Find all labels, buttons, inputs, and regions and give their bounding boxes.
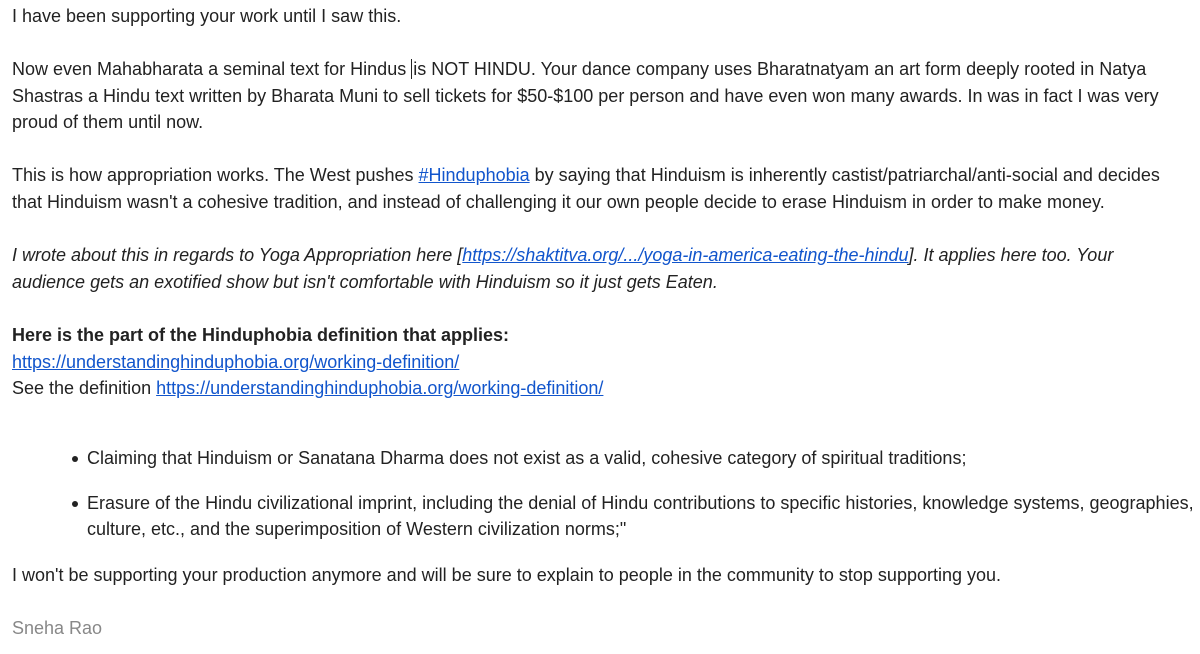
bullet-icon [72,456,78,462]
definition-heading: Here is the part of the Hinduphobia definition that applies: [12,325,510,345]
bullet-icon [72,501,78,507]
paragraph-yoga-rest: ]. It applies here too. Your audience gets an exotified show but isn't comfortable with Hinduism so it just gets Eaten. [12,245,1114,292]
hashtag-link-hinduphobia[interactable]: #Hinduphobia [418,165,530,185]
paragraph-appropriation-rest: by saying that Hinduism is inherently castist/patriarchal/anti-social and decides that Hinduism wasn't a cohesive tradition, and instead of challenging it our own people decide to erase Hinduism in order to make money. [12,165,1160,212]
paragraph-appropriation-start: This is how appropriation works. The West pushes [12,165,419,185]
bullet-text: Claiming that Hinduism or Sanatana Dharma does not exist as a valid, cohesive category of spiritual traditions; [87,448,967,468]
shaktitva-link[interactable]: https://shaktitva.org/.../yoga-in-america-eating-the-hindu [462,245,909,265]
paragraph-yoga [12,242,1187,295]
paragraph-mahabharata-rest: is NOT HINDU. Your dance company uses Bharatnatyam an art form deeply rooted in Natya Shastras a Hindu text written by Bharata Muni to sell tickets for $50-$100 per person and have even won many awards. In was in fact I was very proud of them until now. [12,59,1159,132]
list-item [12,445,1194,472]
see-definition-label: See the definition [12,378,157,398]
bullet-text: Erasure of the Hindu civilizational imprint, including the denial of Hindu contributions to specific histories, knowledge systems, geographies, culture, etc., and the superimposition of Western civilization norms;" [87,492,1194,539]
signature: Sneha Rao [12,618,103,638]
definition-link-2[interactable]: https://understandinghinduphobia.org/working-definition/ [156,378,604,398]
paragraph-appropriation [12,162,1187,215]
paragraph-intro: I have been supporting your work until I saw this. [12,6,402,26]
definition-bullet-list [12,445,1194,561]
paragraph-yoga-start: I wrote about this in regards to Yoga Appropriation here [ [12,245,463,265]
paragraph-closing: I won't be supporting your production anymore and will be sure to explain to people in the community to stop supporting you. [12,565,1002,585]
paragraph-definition [12,322,1187,402]
definition-link-1[interactable]: https://understandinghinduphobia.org/working-definition/ [12,351,460,372]
paragraph-mahabharata-start: Now even Mahabharata a seminal text for Hindus [12,59,412,79]
paragraph-mahabharata [12,56,1187,136]
list-item [12,490,1194,543]
